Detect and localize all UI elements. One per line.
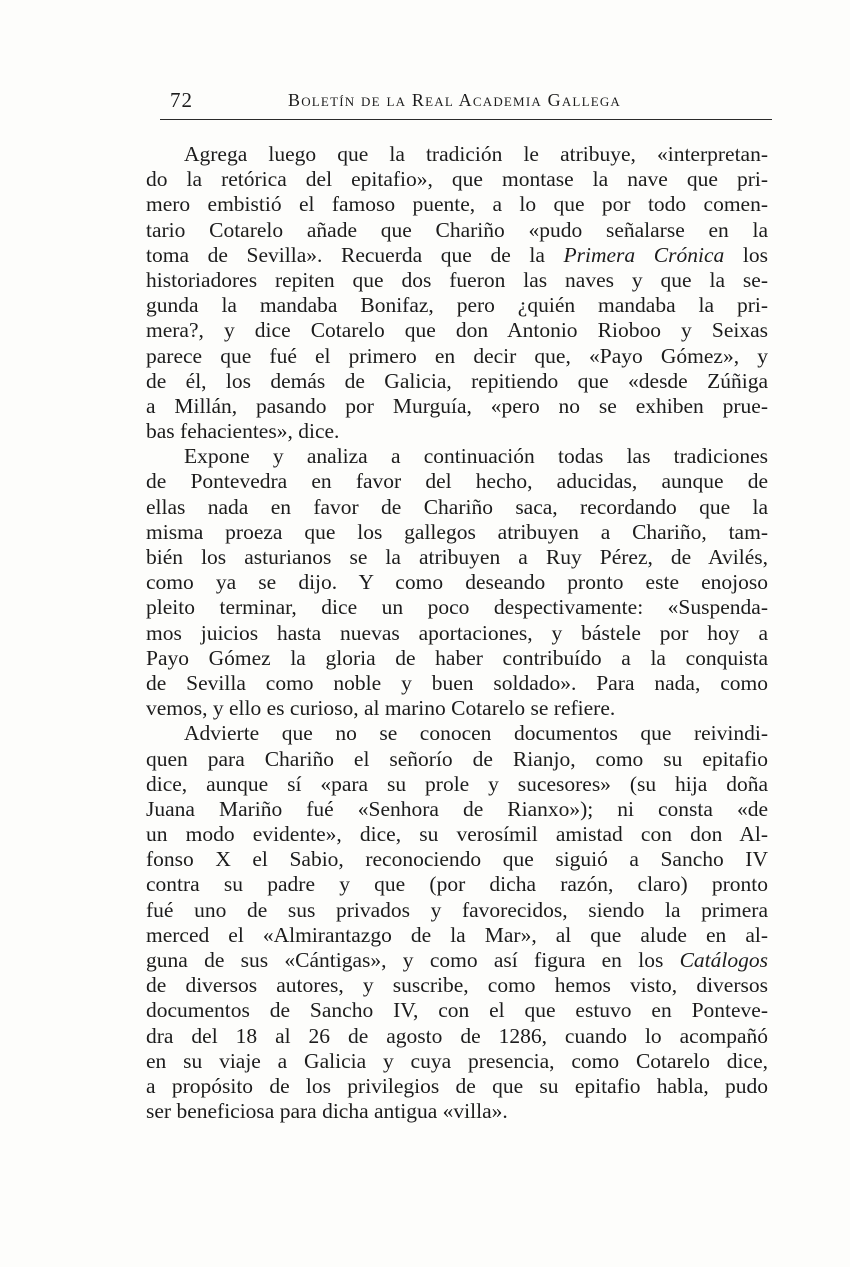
text-line-content: fonso X el Sabio, reconociendo que siguió a Sancho IV xyxy=(146,847,768,872)
text-line-content: Advierte que no se conocen documentos que reivindi- xyxy=(184,721,768,746)
text-line-content: vemos, y ello es curioso, al marino Cotarelo se refiere. xyxy=(146,696,616,721)
text-line xyxy=(146,721,768,746)
text-line xyxy=(146,142,768,167)
text-line xyxy=(146,495,768,520)
text-line-content: de diversos autores, y suscribe, como hemos visto, diversos xyxy=(146,973,768,998)
text-line xyxy=(146,469,768,494)
text-line-content: dice, aunque sí «para su prole y sucesores» (su hija doña xyxy=(146,771,768,796)
text-line xyxy=(146,570,768,595)
text-line-content: documentos de Sancho IV, con el que estuvo en Ponteve- xyxy=(146,998,768,1023)
text-line-content: misma proeza que los gallegos atribuyen a Chariño, tam- xyxy=(146,519,768,544)
text-line xyxy=(146,948,768,973)
text-line-content: bién los asturianos se la atribuyen a Ruy Pérez, de Avilés, xyxy=(146,545,768,569)
text-line-content: Juana Mariño fué «Senhora de Rianxo»); ni consta «de xyxy=(146,796,768,821)
text-line-content: parece que fué el primero en decir que, «Payo Gómez», y xyxy=(146,343,768,368)
text-line-content: de Sevilla como noble y buen soldado». Para nada, como xyxy=(146,670,768,695)
text-line xyxy=(146,1049,768,1074)
text-line xyxy=(146,822,768,847)
text-line-content: ellas nada en favor de Chariño saca, recordando que la xyxy=(146,494,768,519)
text-line xyxy=(146,167,768,192)
text-line xyxy=(146,1024,768,1049)
text-line xyxy=(146,545,768,570)
body-text xyxy=(146,142,768,1124)
text-line xyxy=(146,218,768,243)
text-line-content: de Pontevedra en favor del hecho, aducidas, aunque de xyxy=(146,469,768,494)
text-line-content: como ya se dijo. Y como deseando pronto este enojoso xyxy=(146,570,768,595)
page-number: 72 xyxy=(170,88,193,112)
text-line-content: contra su padre y que (por dicha razón, claro) pronto xyxy=(146,872,768,897)
text-line-content: ser beneficiosa para dicha antigua «villa». xyxy=(146,1099,508,1124)
text-line-content: Payo Gómez la gloria de haber contribuído a la conquista xyxy=(146,645,768,670)
text-line-content: guna de sus «Cántigas», y como así figura en los xyxy=(146,948,680,972)
text-line xyxy=(146,1099,768,1124)
text-line-content: a propósito de los privilegios de que su epitafio habla, pudo xyxy=(146,1073,768,1098)
text-line xyxy=(146,369,768,394)
text-line xyxy=(146,923,768,948)
text-line-content: gunda la mandaba Bonifaz, pero ¿quién mandaba la pri- xyxy=(146,293,768,318)
text-line xyxy=(146,394,768,419)
text-line xyxy=(146,646,768,671)
text-line-content: historiadores repiten que dos fueron las naves y que la se- xyxy=(146,267,768,292)
text-line xyxy=(146,973,768,998)
text-line-content: do la retórica del epitafio», que montase la nave que pri- xyxy=(146,167,768,192)
text-line xyxy=(146,293,768,318)
text-line-content: merced el «Almirantazgo de la Mar», al que alude en al- xyxy=(146,922,768,947)
text-line xyxy=(146,419,768,444)
text-line xyxy=(146,192,768,217)
text-line-content: Expone y analiza a continuación todas las tradiciones xyxy=(184,444,768,469)
text-line-tail: los xyxy=(724,242,768,267)
text-line-content: tario Cotarelo añade que Chariño «pudo señalarse en la xyxy=(146,217,768,242)
text-line xyxy=(146,318,768,343)
text-line xyxy=(146,998,768,1023)
text-line-content: mero embistió el famoso puente, a lo que por todo comen- xyxy=(146,192,768,217)
text-line-content: dra del 18 al 26 de agosto de 1286, cuando lo acompañó xyxy=(146,1023,768,1048)
text-line xyxy=(146,520,768,545)
text-line xyxy=(146,1074,768,1099)
header-rule xyxy=(160,119,772,120)
text-line xyxy=(146,243,768,268)
italic-title: Catálogos xyxy=(679,948,768,972)
text-line xyxy=(146,747,768,772)
text-line-content: bas fehacientes», dice. xyxy=(146,419,340,444)
text-line-content: de él, los demás de Galicia, repitiendo que «desde Zúñiga xyxy=(146,368,768,393)
text-line xyxy=(146,444,768,469)
text-line xyxy=(146,797,768,822)
text-line xyxy=(146,268,768,293)
text-line-content: fué uno de sus privados y favorecidos, siendo la primera xyxy=(146,897,768,922)
text-line-content: toma de Sevilla». Recuerda que de la xyxy=(146,242,564,267)
text-line xyxy=(146,696,768,721)
text-line-content: en su viaje a Galicia y cuya presencia, como Cotarelo dice, xyxy=(146,1048,768,1073)
text-line xyxy=(146,595,768,620)
text-line xyxy=(146,772,768,797)
text-line-content: mera?, y dice Cotarelo que don Antonio Rioboo y Seixas xyxy=(146,318,768,343)
text-line xyxy=(146,898,768,923)
text-line-content: pleito terminar, dice un poco despectivamente: «Suspenda- xyxy=(146,595,768,620)
text-line xyxy=(146,872,768,897)
text-line xyxy=(146,621,768,646)
text-line-content: quen para Chariño el señorío de Rianjo, como su epitafio xyxy=(146,746,768,771)
running-title: Boletín de la Real Academia Gallega xyxy=(288,90,622,110)
text-line xyxy=(146,671,768,696)
page-header xyxy=(160,88,772,118)
italic-title: Primera Crónica xyxy=(563,242,725,267)
text-line-content: Agrega luego que la tradición le atribuye, «interpretan- xyxy=(184,142,768,166)
text-line xyxy=(146,344,768,369)
text-line-content: a Millán, pasando por Murguía, «pero no se exhiben prue- xyxy=(146,393,768,418)
text-line-content: mos juicios hasta nuevas aportaciones, y bástele por hoy a xyxy=(146,620,768,645)
text-line-content: un modo evidente», dice, su verosímil amistad con don Al- xyxy=(146,822,768,847)
text-line xyxy=(146,847,768,872)
